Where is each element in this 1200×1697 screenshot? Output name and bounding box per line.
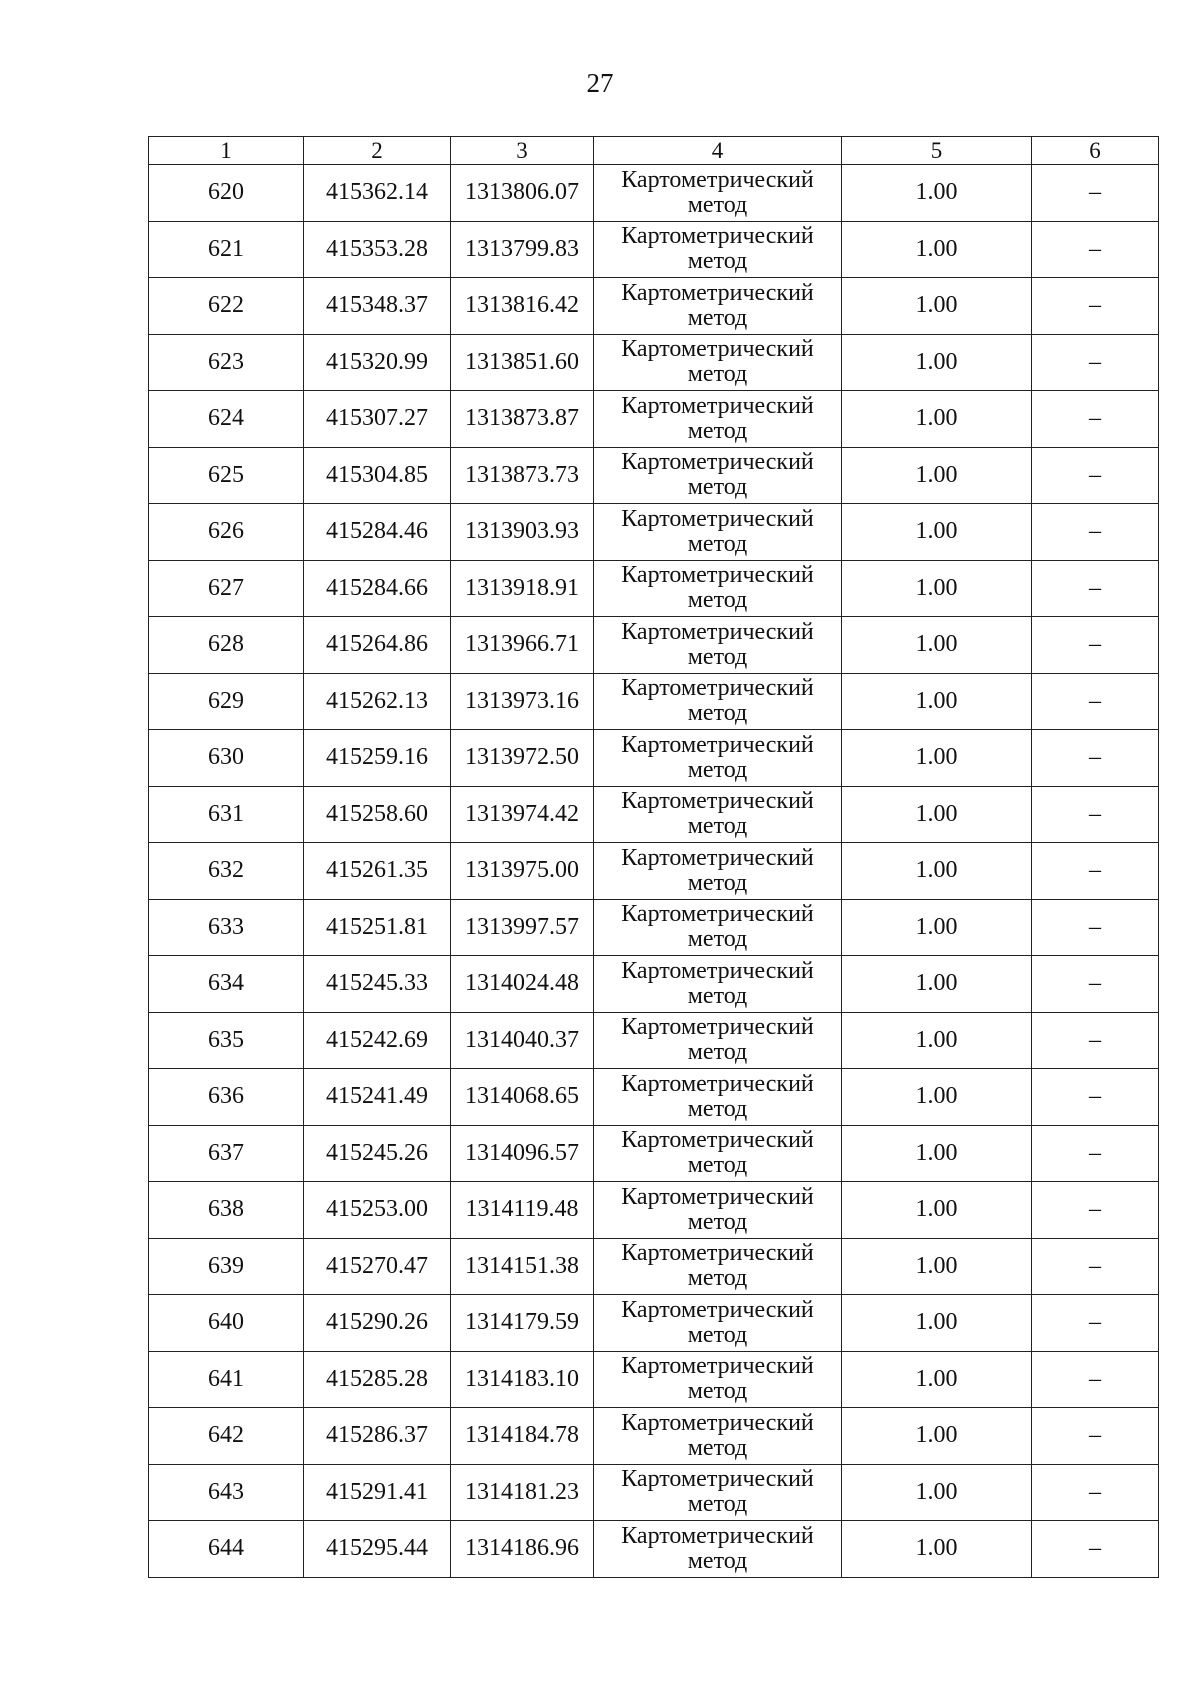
precision-cell: 1.00 [842, 1238, 1032, 1295]
x-coordinate-cell: 415285.28 [304, 1351, 451, 1408]
point-number-cell: 639 [149, 1238, 304, 1295]
method-line-2: метод [687, 191, 748, 218]
method-line-1: Картометрический [621, 1127, 814, 1154]
point-number-cell: 644 [149, 1521, 304, 1578]
x-coordinate-cell: 415362.14 [304, 165, 451, 222]
method-cell [594, 843, 842, 900]
point-number-cell: 633 [149, 899, 304, 956]
method-cell [594, 1408, 842, 1465]
y-coordinate-cell: 1314179.59 [451, 1295, 594, 1352]
table-row [149, 165, 1159, 222]
method-cell [594, 334, 842, 391]
description-cell: – [1032, 730, 1159, 787]
description-cell: – [1032, 617, 1159, 674]
precision-cell: 1.00 [842, 560, 1032, 617]
method-cell [594, 391, 842, 448]
description-cell: – [1032, 1012, 1159, 1069]
x-coordinate-cell: 415245.33 [304, 956, 451, 1013]
x-coordinate-cell: 415261.35 [304, 843, 451, 900]
y-coordinate-cell: 1314024.48 [451, 956, 594, 1013]
precision-cell: 1.00 [842, 334, 1032, 391]
point-number-cell: 635 [149, 1012, 304, 1069]
x-coordinate-cell: 415270.47 [304, 1238, 451, 1295]
description-cell: – [1032, 560, 1159, 617]
method-line-1: Картометрический [621, 618, 814, 645]
header-col-6: 6 [1032, 137, 1159, 165]
precision-cell: 1.00 [842, 1069, 1032, 1126]
method-line-2: метод [687, 869, 748, 896]
point-number-cell: 624 [149, 391, 304, 448]
x-coordinate-cell: 415304.85 [304, 447, 451, 504]
method-line-2: метод [687, 304, 748, 331]
method-line-1: Картометрический [621, 279, 814, 306]
description-cell: – [1032, 278, 1159, 335]
table-row [149, 1069, 1159, 1126]
y-coordinate-cell: 1313918.91 [451, 560, 594, 617]
precision-cell: 1.00 [842, 504, 1032, 561]
point-number-cell: 623 [149, 334, 304, 391]
method-line-1: Картометрический [621, 675, 814, 702]
method-cell [594, 956, 842, 1013]
method-line-1: Картометрический [621, 1070, 814, 1097]
y-coordinate-cell: 1313997.57 [451, 899, 594, 956]
method-cell [594, 1521, 842, 1578]
point-number-cell: 632 [149, 843, 304, 900]
method-line-1: Картометрический [621, 788, 814, 815]
x-coordinate-cell: 415284.46 [304, 504, 451, 561]
header-row [149, 137, 1159, 165]
point-number-cell: 638 [149, 1182, 304, 1239]
precision-cell: 1.00 [842, 956, 1032, 1013]
point-number-cell: 631 [149, 786, 304, 843]
description-cell: – [1032, 1125, 1159, 1182]
y-coordinate-cell: 1314096.57 [451, 1125, 594, 1182]
method-line-2: метод [687, 982, 748, 1009]
method-line-2: метод [687, 756, 748, 783]
y-coordinate-cell: 1314068.65 [451, 1069, 594, 1126]
method-line-2: метод [687, 926, 748, 953]
method-cell [594, 1464, 842, 1521]
table-row [149, 560, 1159, 617]
x-coordinate-cell: 415286.37 [304, 1408, 451, 1465]
method-line-2: метод [687, 1039, 748, 1066]
description-cell: – [1032, 1238, 1159, 1295]
method-line-2: метод [687, 813, 748, 840]
y-coordinate-cell: 1313799.83 [451, 221, 594, 278]
precision-cell: 1.00 [842, 447, 1032, 504]
method-line-1: Картометрический [621, 1296, 814, 1323]
point-number-cell: 634 [149, 956, 304, 1013]
method-line-1: Картометрический [621, 1466, 814, 1493]
y-coordinate-cell: 1313806.07 [451, 165, 594, 222]
y-coordinate-cell: 1314184.78 [451, 1408, 594, 1465]
table-row [149, 1238, 1159, 1295]
point-number-cell: 626 [149, 504, 304, 561]
precision-cell: 1.00 [842, 1295, 1032, 1352]
y-coordinate-cell: 1314186.96 [451, 1521, 594, 1578]
method-line-1: Картометрический [621, 1522, 814, 1549]
y-coordinate-cell: 1313972.50 [451, 730, 594, 787]
x-coordinate-cell: 415353.28 [304, 221, 451, 278]
y-coordinate-cell: 1313974.42 [451, 786, 594, 843]
description-cell: – [1032, 1351, 1159, 1408]
y-coordinate-cell: 1314119.48 [451, 1182, 594, 1239]
precision-cell: 1.00 [842, 391, 1032, 448]
method-line-2: метод [687, 1491, 748, 1518]
method-line-1: Картометрический [621, 562, 814, 589]
method-cell [594, 899, 842, 956]
precision-cell: 1.00 [842, 673, 1032, 730]
method-line-1: Картометрический [621, 957, 814, 984]
method-cell [594, 504, 842, 561]
method-line-1: Картометрический [621, 449, 814, 476]
precision-cell: 1.00 [842, 221, 1032, 278]
table-row [149, 391, 1159, 448]
method-line-2: метод [687, 417, 748, 444]
point-number-cell: 622 [149, 278, 304, 335]
method-line-2: метод [687, 1321, 748, 1348]
table-body [149, 165, 1159, 1578]
point-number-cell: 627 [149, 560, 304, 617]
method-line-2: метод [687, 474, 748, 501]
description-cell: – [1032, 956, 1159, 1013]
method-line-2: метод [687, 1547, 748, 1574]
point-number-cell: 621 [149, 221, 304, 278]
x-coordinate-cell: 415290.26 [304, 1295, 451, 1352]
table-row [149, 1125, 1159, 1182]
x-coordinate-cell: 415241.49 [304, 1069, 451, 1126]
description-cell: – [1032, 843, 1159, 900]
method-cell [594, 1182, 842, 1239]
method-line-1: Картометрический [621, 336, 814, 363]
table-row [149, 334, 1159, 391]
description-cell: – [1032, 1464, 1159, 1521]
method-line-2: метод [687, 248, 748, 275]
method-line-2: метод [687, 1152, 748, 1179]
table-row [149, 1464, 1159, 1521]
table-row [149, 447, 1159, 504]
method-cell [594, 1238, 842, 1295]
method-line-2: метод [687, 1378, 748, 1405]
table-row [149, 1012, 1159, 1069]
precision-cell: 1.00 [842, 617, 1032, 674]
precision-cell: 1.00 [842, 899, 1032, 956]
method-cell [594, 617, 842, 674]
table-row [149, 899, 1159, 956]
description-cell: – [1032, 391, 1159, 448]
method-cell [594, 730, 842, 787]
table-row [149, 1295, 1159, 1352]
method-line-2: метод [687, 700, 748, 727]
point-number-cell: 640 [149, 1295, 304, 1352]
method-line-1: Картометрический [621, 223, 814, 250]
method-line-1: Картометрический [621, 1353, 814, 1380]
method-line-1: Картометрический [621, 901, 814, 928]
table-row [149, 221, 1159, 278]
description-cell: – [1032, 899, 1159, 956]
y-coordinate-cell: 1314181.23 [451, 1464, 594, 1521]
table-row [149, 956, 1159, 1013]
precision-cell: 1.00 [842, 165, 1032, 222]
point-number-cell: 620 [149, 165, 304, 222]
method-line-1: Картометрический [621, 1014, 814, 1041]
y-coordinate-cell: 1313873.87 [451, 391, 594, 448]
method-cell [594, 1012, 842, 1069]
x-coordinate-cell: 415251.81 [304, 899, 451, 956]
x-coordinate-cell: 415242.69 [304, 1012, 451, 1069]
table-row [149, 730, 1159, 787]
description-cell: – [1032, 673, 1159, 730]
description-cell: – [1032, 334, 1159, 391]
y-coordinate-cell: 1313966.71 [451, 617, 594, 674]
description-cell: – [1032, 1521, 1159, 1578]
method-line-2: метод [687, 1434, 748, 1461]
x-coordinate-cell: 415245.26 [304, 1125, 451, 1182]
method-line-1: Картометрический [621, 392, 814, 419]
method-line-1: Картометрический [621, 166, 814, 193]
x-coordinate-cell: 415264.86 [304, 617, 451, 674]
precision-cell: 1.00 [842, 786, 1032, 843]
precision-cell: 1.00 [842, 1351, 1032, 1408]
method-line-1: Картометрический [621, 1240, 814, 1267]
method-line-2: метод [687, 643, 748, 670]
point-number-cell: 641 [149, 1351, 304, 1408]
precision-cell: 1.00 [842, 1012, 1032, 1069]
precision-cell: 1.00 [842, 730, 1032, 787]
table-row [149, 843, 1159, 900]
description-cell: – [1032, 786, 1159, 843]
point-number-cell: 643 [149, 1464, 304, 1521]
method-cell [594, 447, 842, 504]
precision-cell: 1.00 [842, 843, 1032, 900]
precision-cell: 1.00 [842, 1125, 1032, 1182]
description-cell: – [1032, 1295, 1159, 1352]
x-coordinate-cell: 415295.44 [304, 1521, 451, 1578]
page-number: 27 [586, 68, 614, 98]
description-cell: – [1032, 447, 1159, 504]
method-line-1: Картометрический [621, 1409, 814, 1436]
method-line-2: метод [687, 1095, 748, 1122]
table-row [149, 617, 1159, 674]
table-row [149, 1351, 1159, 1408]
y-coordinate-cell: 1313975.00 [451, 843, 594, 900]
table-row [149, 1521, 1159, 1578]
y-coordinate-cell: 1313873.73 [451, 447, 594, 504]
header-col-2: 2 [304, 137, 451, 165]
method-cell [594, 165, 842, 222]
method-line-2: метод [687, 587, 748, 614]
x-coordinate-cell: 415307.27 [304, 391, 451, 448]
method-line-2: метод [687, 1208, 748, 1235]
method-line-1: Картометрический [621, 731, 814, 758]
method-cell [594, 673, 842, 730]
method-cell [594, 1069, 842, 1126]
precision-cell: 1.00 [842, 278, 1032, 335]
table-row [149, 786, 1159, 843]
method-cell [594, 1295, 842, 1352]
method-cell [594, 560, 842, 617]
precision-cell: 1.00 [842, 1408, 1032, 1465]
table-row [149, 673, 1159, 730]
x-coordinate-cell: 415291.41 [304, 1464, 451, 1521]
method-cell [594, 221, 842, 278]
header-col-3: 3 [451, 137, 594, 165]
y-coordinate-cell: 1314040.37 [451, 1012, 594, 1069]
coordinates-table [148, 136, 1159, 1578]
table-row [149, 1182, 1159, 1239]
method-cell [594, 278, 842, 335]
method-line-2: метод [687, 1265, 748, 1292]
description-cell: – [1032, 504, 1159, 561]
header-col-5: 5 [842, 137, 1032, 165]
table-row [149, 1408, 1159, 1465]
point-number-cell: 625 [149, 447, 304, 504]
x-coordinate-cell: 415253.00 [304, 1182, 451, 1239]
method-cell [594, 786, 842, 843]
y-coordinate-cell: 1314151.38 [451, 1238, 594, 1295]
y-coordinate-cell: 1313851.60 [451, 334, 594, 391]
precision-cell: 1.00 [842, 1464, 1032, 1521]
description-cell: – [1032, 1408, 1159, 1465]
x-coordinate-cell: 415262.13 [304, 673, 451, 730]
table-row [149, 504, 1159, 561]
method-line-1: Картометрический [621, 1183, 814, 1210]
precision-cell: 1.00 [842, 1182, 1032, 1239]
x-coordinate-cell: 415348.37 [304, 278, 451, 335]
method-line-2: метод [687, 361, 748, 388]
x-coordinate-cell: 415259.16 [304, 730, 451, 787]
header-col-4: 4 [594, 137, 842, 165]
point-number-cell: 630 [149, 730, 304, 787]
header-col-1: 1 [149, 137, 304, 165]
x-coordinate-cell: 415284.66 [304, 560, 451, 617]
description-cell: – [1032, 221, 1159, 278]
method-line-1: Картометрический [621, 844, 814, 871]
description-cell: – [1032, 1182, 1159, 1239]
y-coordinate-cell: 1313903.93 [451, 504, 594, 561]
x-coordinate-cell: 415320.99 [304, 334, 451, 391]
method-line-2: метод [687, 530, 748, 557]
y-coordinate-cell: 1314183.10 [451, 1351, 594, 1408]
table-row [149, 278, 1159, 335]
description-cell: – [1032, 1069, 1159, 1126]
point-number-cell: 637 [149, 1125, 304, 1182]
method-cell [594, 1125, 842, 1182]
y-coordinate-cell: 1313816.42 [451, 278, 594, 335]
point-number-cell: 628 [149, 617, 304, 674]
method-cell [594, 1351, 842, 1408]
precision-cell: 1.00 [842, 1521, 1032, 1578]
point-number-cell: 636 [149, 1069, 304, 1126]
x-coordinate-cell: 415258.60 [304, 786, 451, 843]
method-line-1: Картометрический [621, 505, 814, 532]
point-number-cell: 629 [149, 673, 304, 730]
y-coordinate-cell: 1313973.16 [451, 673, 594, 730]
description-cell: – [1032, 165, 1159, 222]
point-number-cell: 642 [149, 1408, 304, 1465]
